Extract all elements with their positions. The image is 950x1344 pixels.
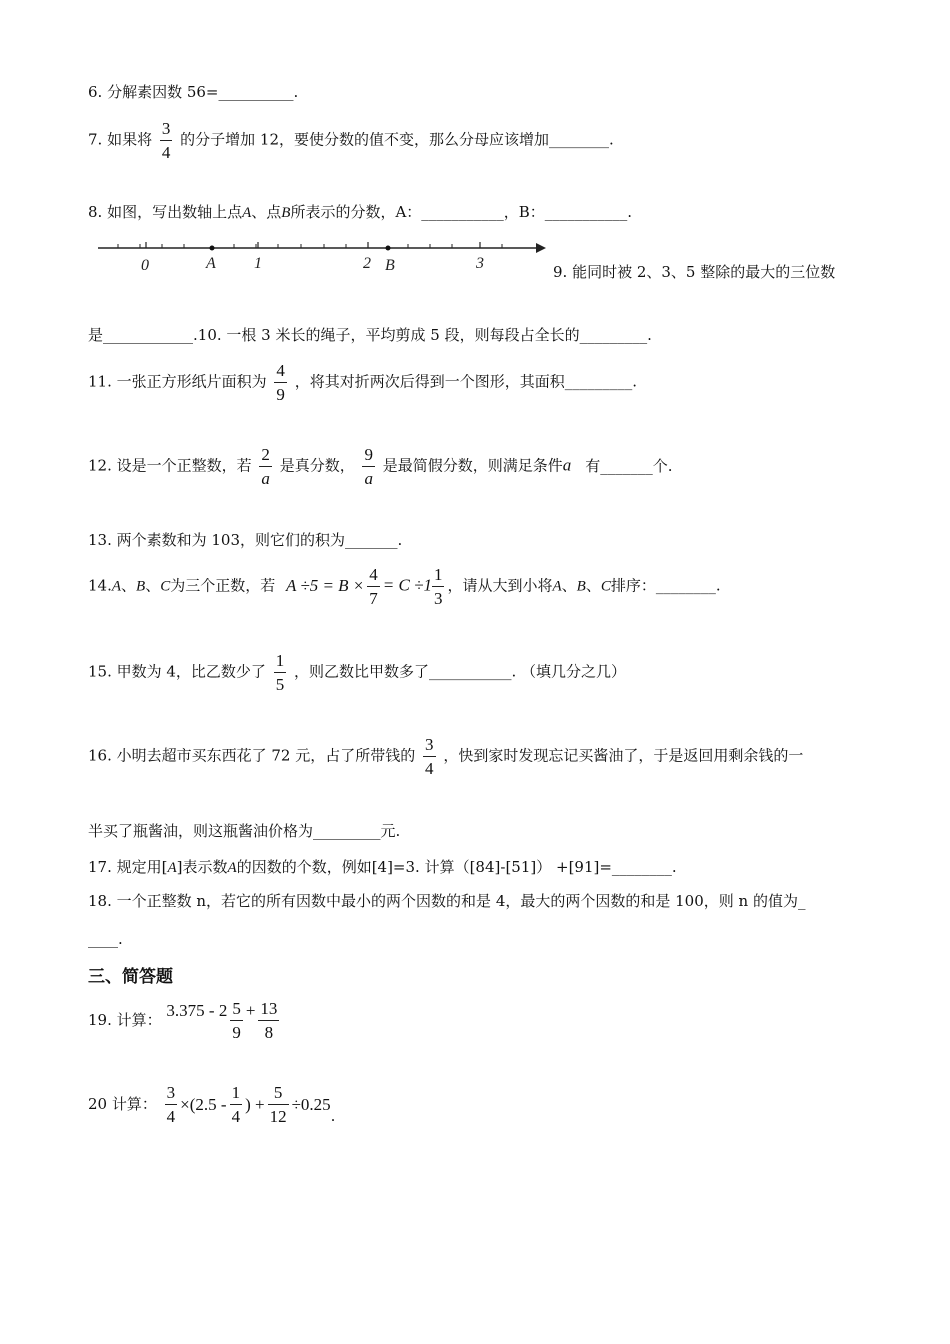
- fraction-3-4: $\frac{3}{4}$: [161, 119, 171, 162]
- number-line-figure: [98, 238, 548, 278]
- question-12: 12. 设是一个正整数，若 $\frac{2}{a}$ 是真分数， $\frac{9}{a}$ 是最简假分数，则满足条件a 有_______个.: [88, 445, 673, 488]
- fraction-1-5: $\frac{1}{5}$: [275, 651, 285, 694]
- mixed-fraction-5-9: $\frac{5}{9}$: [232, 999, 241, 1042]
- point-b-dot: [386, 246, 391, 251]
- fraction-1-4: $\frac{1}{4}$: [231, 1083, 241, 1126]
- question-15: 15. 甲数为 4，比乙数少了 $\frac{1}{5}$ ，则乙数比甲数多了___________. （填几分之几）: [88, 651, 627, 694]
- question-18-line2: ____.: [88, 930, 123, 948]
- question-13: 13. 两个素数和为 103，则它们的积为_______.: [88, 531, 403, 549]
- point-a-dot: [210, 246, 215, 251]
- fraction-2-a: $\frac{2}{a}$: [261, 445, 270, 488]
- label-3: 3: [476, 255, 484, 272]
- label-0: 0: [141, 257, 149, 274]
- question-19: 19. 计算： 3.375 - 2 $\frac{5}{9}$ + $\frac{13}{8}$: [88, 999, 278, 1042]
- question-18: 18. 一个正整数 n，若它的所有因数中最小的两个因数的和是 4，最大的两个因数的和是 100，则 n 的值为_: [88, 892, 806, 910]
- fraction-9-a: $\frac{9}{a}$: [364, 445, 373, 488]
- label-a: A: [206, 255, 216, 272]
- question-14: 14.A、B、C为三个正数，若 A ÷5 = B × $\frac{4}{7}$ = C ÷1 $\frac{1}{3}$ ，请从大到小将A、B、C排序：________.: [88, 565, 721, 608]
- question-9-10: 是____________.10. 一根 3 米长的绳子，平均剪成 5 段，则每段占全长的_________.: [88, 326, 652, 344]
- fraction-3-4-c: $\frac{3}{4}$: [166, 1083, 176, 1126]
- fraction-1-3: $\frac{1}{3}$: [433, 565, 443, 608]
- fraction-4-7: $\frac{4}{7}$: [369, 565, 378, 608]
- fraction-3-4-b: $\frac{3}{4}$: [425, 735, 434, 778]
- question-9-part1: 9. 能同时被 2、3、5 整除的最大的三位数: [553, 263, 836, 281]
- label-1: 1: [254, 255, 262, 272]
- label-b: B: [385, 257, 395, 274]
- question-6: 6. 分解素因数 56=__________.: [88, 83, 299, 101]
- section-title: 三、简答题: [88, 967, 173, 987]
- fraction-4-9: $\frac{4}{9}$: [276, 361, 285, 404]
- question-16-line2: 半买了瓶酱油，则这瓶酱油价格为_________元.: [88, 822, 401, 840]
- fraction-13-8: $\frac{13}{8}$: [260, 999, 278, 1042]
- question-20: 20 计算： $\frac{3}{4}$ ×(2.5 - $\frac{1}{4}$ ) + $\frac{5}{12}$ ÷0.25.: [88, 1083, 336, 1126]
- question-11: 11. 一张正方形纸片面积为 $\frac{4}{9}$ ，将其对折两次后得到一个图形，其面积_________.: [88, 361, 637, 404]
- question-16: 16. 小明去超市买东西花了 72 元，占了所带钱的 $\frac{3}{4}$ ，快到家时发现忘记买酱油了，于是返回用剩余钱的一: [88, 735, 804, 778]
- question-17: 17. 规定用[A]表示数A的因数的个数，例如[4]=3. 计算（[84]-[51]） +[91]=________.: [88, 858, 677, 876]
- label-2: 2: [363, 255, 371, 272]
- question-7: 7. 如果将 $\frac{3}{4}$ 的分子增加 12，要使分数的值不变，那么分母应该增加________.: [88, 119, 614, 162]
- question-8: 8. 如图，写出数轴上点A、点B所表示的分数，A：___________，B：___________.: [88, 203, 633, 221]
- fraction-5-12: $\frac{5}{12}$: [269, 1083, 287, 1126]
- axis-arrow: [536, 243, 546, 253]
